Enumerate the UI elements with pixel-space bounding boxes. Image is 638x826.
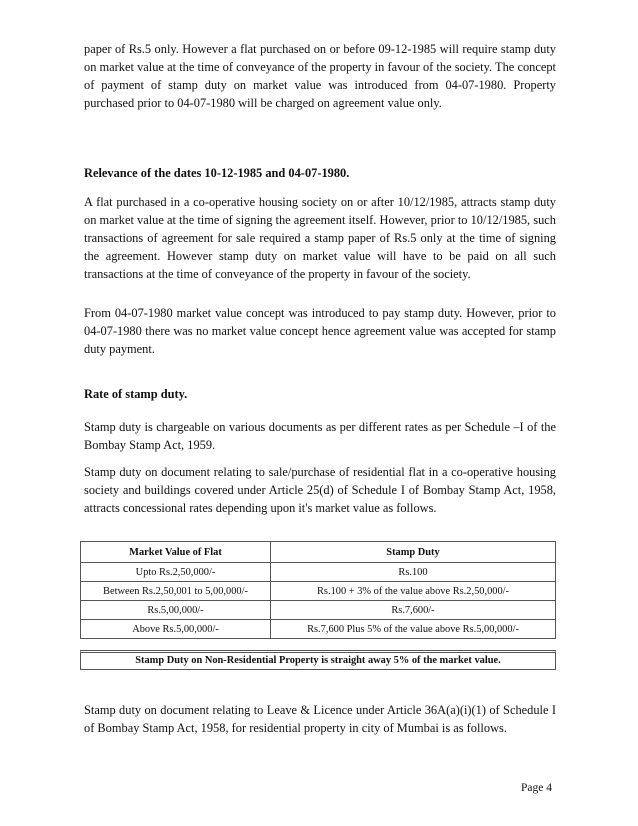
relevance-paragraph-2: From 04-07-1980 market value concept was introduced to pay stamp duty. However, prior to 04-07-1980 there was no market value concept hence agreement value was accepted for stamp duty payment.	[84, 306, 556, 356]
intro-paragraph: paper of Rs.5 only. However a flat purchased on or before 09-12-1985 will require stamp duty on market value at the time of conveyance of the property in favour of the society. The concept of payment of stamp duty on market value was introduced from 04-07-1980. Property purchased prior to 04-07-1980 will be charged on agreement value only.	[84, 42, 556, 110]
stamp-duty-cell: Rs.7,600 Plus 5% of the value above Rs.5,00,000/-	[271, 620, 556, 639]
relevance-paragraph-1: A flat purchased in a co-operative housing society on or after 10/12/1985, attracts stamp duty on market value at the time of signing the agreement itself. However, prior to 10/12/1985, such transactions of agreement for sale required a stamp paper of Rs.5 only at the time of signing the agreement. However stamp duty on market value will have to be paid on all such transactions at the time of conveyance of the property in favour of the society.	[84, 195, 556, 281]
market-value-cell: Between Rs.2,50,001 to 5,00,000/-	[81, 582, 271, 601]
leave-licence-paragraph: Stamp duty on document relating to Leave & Licence under Article 36A(a)(i)(1) of Schedule I of Bombay Stamp Act, 1958, for residential property in city of Mumbai is as follows.	[84, 703, 556, 735]
table-row	[81, 582, 556, 601]
stamp-duty-rate-table	[80, 541, 556, 639]
page-number: Page 4	[521, 782, 552, 794]
rate-paragraph-2: Stamp duty on document relating to sale/purchase of residential flat in a co-operative housing society and buildings covered under Article 25(d) of Schedule I of Bombay Stamp Act, 1958, attracts concessional rates depending upon it's market value as follows.	[84, 465, 556, 515]
relevance-heading: Relevance of the dates 10-12-1985 and 04-07-1980.	[84, 166, 350, 180]
column-header-stamp-duty: Stamp Duty	[271, 542, 556, 563]
column-header-market-value: Market Value of Flat	[81, 542, 271, 563]
rate-heading: Rate of stamp duty.	[84, 387, 188, 401]
stamp-duty-cell: Rs.7,600/-	[271, 601, 556, 620]
market-value-cell: Upto Rs.2,50,000/-	[81, 563, 271, 582]
stamp-duty-cell: Rs.100	[271, 563, 556, 582]
non-residential-note: Stamp Duty on Non-Residential Property is straight away 5% of the market value.	[80, 650, 556, 670]
rate-paragraph-1: Stamp duty is chargeable on various documents as per different rates as per Schedule –I of the Bombay Stamp Act, 1959.	[84, 420, 556, 452]
table-row	[81, 620, 556, 639]
stamp-duty-cell: Rs.100 + 3% of the value above Rs.2,50,000/-	[271, 582, 556, 601]
table-row	[81, 601, 556, 620]
market-value-cell: Rs.5,00,000/-	[81, 601, 271, 620]
table-row	[81, 563, 556, 582]
table-header-row	[81, 542, 556, 563]
market-value-cell: Above Rs.5,00,000/-	[81, 620, 271, 639]
